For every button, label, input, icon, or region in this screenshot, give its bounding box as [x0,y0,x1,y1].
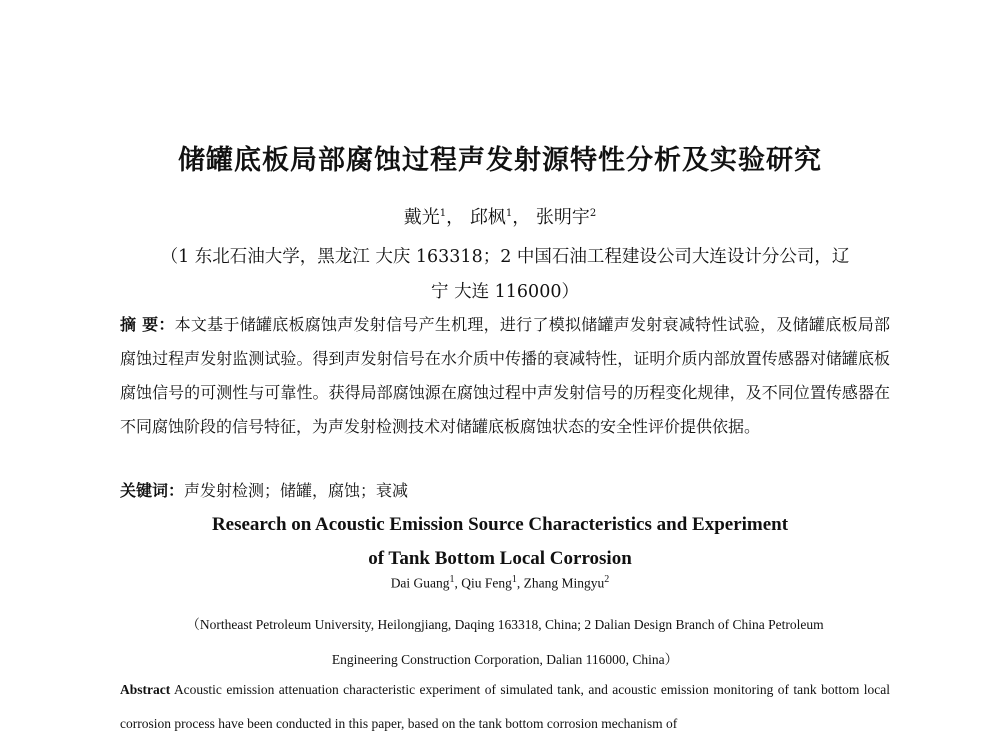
author-affiliation-mark: 1 [439,208,447,219]
keywords-cn-text: 声发射检测；储罐，腐蚀；衰减 [184,481,409,500]
author-name: Dai Guang [390,575,450,591]
author-list-en: Dai Guang$^1$, Qiu Feng$^1$, Zhang Mingyu$^2$ [390,574,610,591]
keywords-cn-label: 关键词： [120,481,185,500]
paper-title-en-line: Research on Acoustic Emission Source Characteristics and Experiment [211,514,789,535]
paper-title-en-line: of Tank Bottom Local Corrosion [368,548,632,569]
author-name: 张明宇 [535,207,590,228]
affiliation-en [130,607,880,677]
author-name: 邱枫 [469,207,506,228]
abstract-en [120,673,890,741]
keywords-cn [120,478,890,501]
affiliation-cn-line: （1 东北石油大学，黑龙江 大庆 163318；2 中国石油工程建设公司大连设计分公司，辽 [160,247,850,267]
abstract-cn [120,308,890,444]
affiliation-en-line: Engineering Construction Corporation, Dalian 116000, China） [331,652,679,667]
author-affiliation-mark: 1 [511,574,517,585]
paper-title-cn: 储罐底板局部腐蚀过程声发射源特性分析及实验研究 [178,145,822,176]
author-affiliation-mark: 1 [505,208,513,219]
author-list-cn: 戴光$^1$， 邱枫$^1$， 张明宇$^2$ [403,207,597,228]
author-name: 戴光 [403,207,440,228]
abstract-cn-text: 本文基于储罐底板腐蚀声发射信号产生机理，进行了模拟储罐声发射衰减特性试验，及储罐底板局部腐蚀过程声发射监测试验。得到声发射信号在水介质中传播的衰减特性，证明介质内部放置传感器对储罐底板腐蚀信号的可测性与可靠性。获得局部腐蚀源在腐蚀过程中声发射信号的历程变化规律，及不同位置传感器在不同腐蚀阶段的信号特征，为声发射检测技术对储罐底板腐蚀状态的安全性评价提供依据。 [120,315,890,436]
author-affiliation-mark: 2 [604,574,610,585]
affiliation-cn [120,240,890,310]
author-affiliation-mark: 1 [449,574,455,585]
affiliation-en-line: （Northeast Petroleum University, Heilongjiang, Daqing 163318, China; 2 Dalian Design Branch of China Petroleum [186,617,824,632]
abstract-cn-label: 摘 要： [120,315,175,334]
abstract-en-label: Abstract [120,682,171,697]
abstract-en-text: Acoustic emission attenuation characteristic experiment of simulated tank, and acoustic emission monitoring of tank bottom local corrosion process have been conducted in this paper, based on the tank bottom corrosion mechanism of [120,682,890,731]
affiliation-cn-line: 宁 大连 116000） [431,282,579,302]
paper-title-en [0,508,1000,576]
author-name: Qiu Feng [461,575,512,591]
author-name: Zhang Mingyu [523,575,605,591]
author-affiliation-mark: 2 [589,208,597,219]
